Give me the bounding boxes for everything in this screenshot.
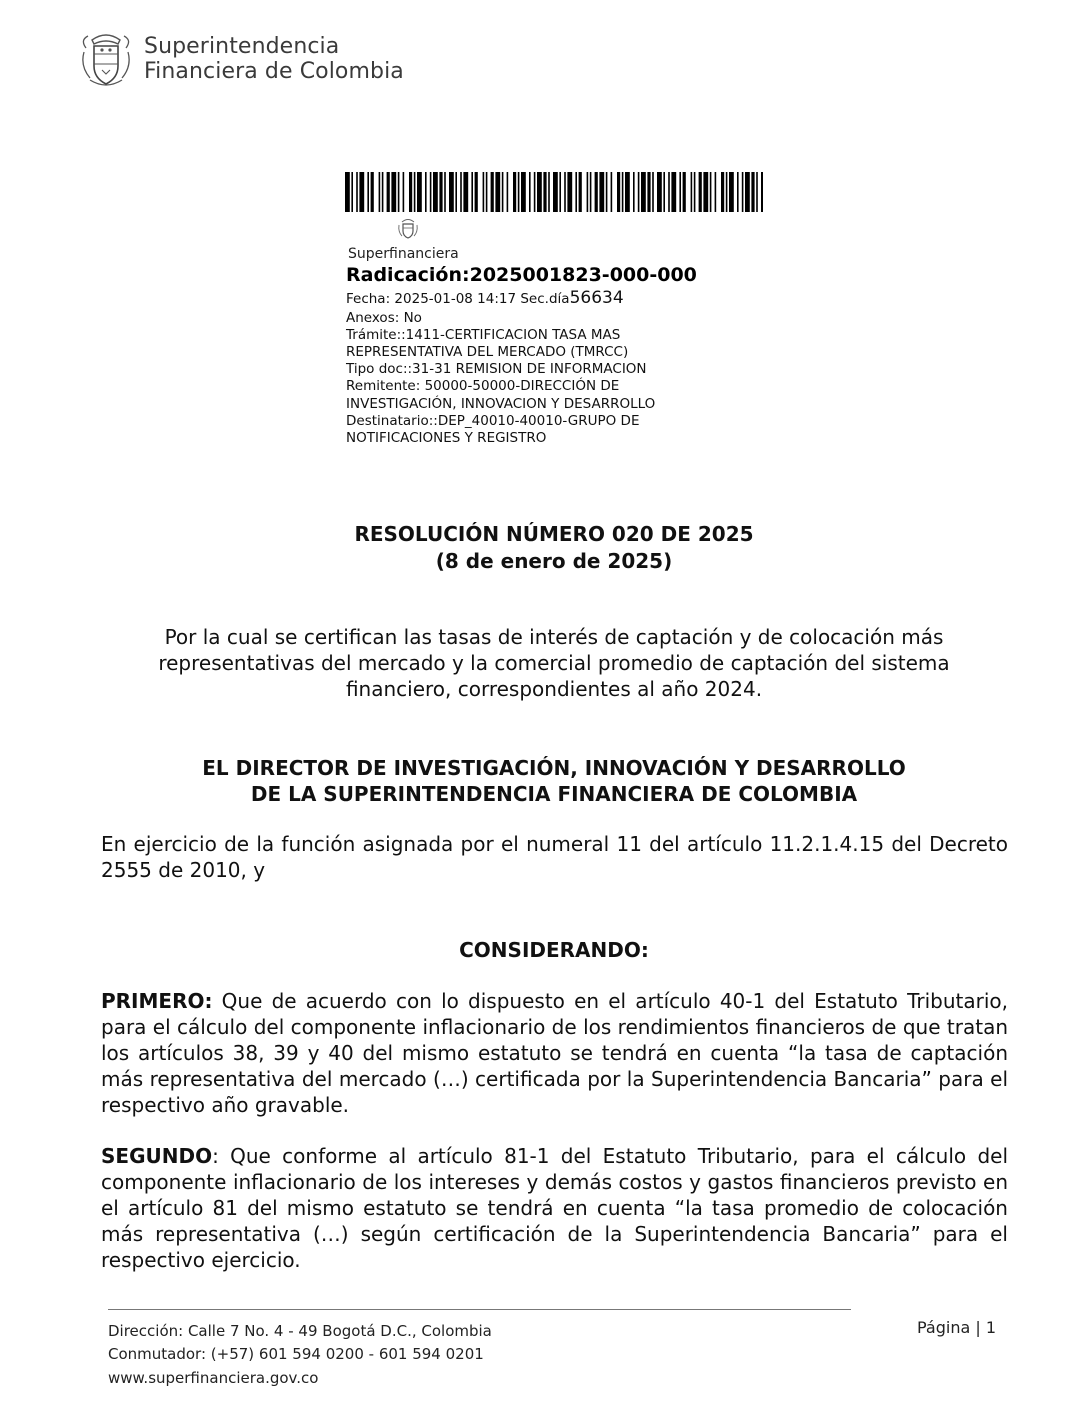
footer-website-link[interactable]: www.superfinanciera.gov.co	[108, 1369, 319, 1387]
resolution-subject: Por la cual se certifican las tasas de interés de captación y de colocación más representativas del mercado y la comercial promedio de captación del sistema financiero, correspondientes al año 2024.	[158, 625, 950, 701]
primero-label: PRIMERO:	[101, 989, 213, 1013]
coat-of-arms-logo	[78, 30, 134, 90]
stamp-anexos: Anexos: No	[346, 310, 422, 326]
director-line1: EL DIRECTOR DE INVESTIGACIÓN, INNOVACIÓN Y DESARROLLO	[202, 756, 906, 780]
stamp-destinatario-2: NOTIFICACIONES Y REGISTRO	[346, 430, 547, 446]
stamp-brand: Superfinanciera	[348, 246, 459, 262]
stamp-remitente-1: Remitente: 50000-50000-DIRECCIÓN DE	[346, 378, 620, 394]
stamp-remitente-2: INVESTIGACIÓN, INNOVACION Y DESARROLLO	[346, 396, 656, 412]
primero-paragraph	[101, 988, 1008, 1118]
footer-divider	[108, 1309, 851, 1310]
brand-name-line2: Financiera de Colombia	[144, 59, 404, 84]
stamp-seal-icon	[397, 216, 419, 240]
footer-phone: Conmutador: (+57) 601 594 0200 - 601 594 0201	[108, 1345, 484, 1363]
stamp-tramite-2: REPRESENTATIVA DEL MERCADO (TMRCC)	[346, 344, 629, 360]
segundo-label: SEGUNDO	[101, 1144, 213, 1168]
footer-address: Dirección: Calle 7 No. 4 - 49 Bogotá D.C., Colombia	[108, 1322, 492, 1340]
segundo-text: : Que conforme al artículo 81-1 del Estatuto Tributario, para el cálculo del componente inflacionario de los intereses y demás costos y gastos financieros previsto en el artículo 81 del mismo estatuto se tendrá en cuenta “la tasa promedio de colocación más representativa (…) según certificación de la Superintendencia Bancaria” para el respectivo ejercicio.	[101, 1144, 1008, 1272]
stamp-fecha-label: Fecha: 2025-01-08 14:17 Sec.día	[346, 291, 570, 307]
page-number: Página | 1	[917, 1318, 997, 1337]
primero-text: Que de acuerdo con lo dispuesto en el artículo 40-1 del Estatuto Tributario, para el cálculo del componente inflacionario de los rendimientos financieros de que tratan los artículos 38, 39 y 40 del mismo estatuto se tendrá en cuenta “la tasa de captación más representativa del mercado (…) certificada por la Superintendencia Bancaria” para el respectivo año gravable.	[101, 989, 1008, 1117]
resolution-date: (8 de enero de 2025)	[435, 549, 673, 573]
stamp-tramite-1: Trámite::1411-CERTIFICACION TASA MAS	[346, 327, 621, 343]
brand-name-line1: Superintendencia	[144, 34, 340, 59]
director-line2: DE LA SUPERINTENDENCIA FINANCIERA DE COLOMBIA	[250, 782, 858, 806]
segundo-paragraph	[101, 1143, 1008, 1273]
stamp-tipo-doc: Tipo doc::31-31 REMISION DE INFORMACION	[346, 361, 647, 377]
radicacion-number: Radicación:2025001823-000-000	[346, 264, 697, 286]
resolution-title: RESOLUCIÓN NÚMERO 020 DE 2025	[354, 522, 754, 546]
stamp-sec-dia: 56634	[569, 288, 624, 308]
barcode	[345, 172, 763, 212]
considerando-heading: CONSIDERANDO:	[459, 938, 649, 962]
stamp-fecha	[346, 290, 624, 309]
preamble: En ejercicio de la función asignada por el numeral 11 del artículo 11.2.1.4.15 del Decreto 2555 de 2010, y	[101, 832, 1008, 882]
footer-website[interactable]	[108, 1369, 318, 1387]
stamp-destinatario-1: Destinatario::DEP_40010-40010-GRUPO DE	[346, 413, 640, 429]
